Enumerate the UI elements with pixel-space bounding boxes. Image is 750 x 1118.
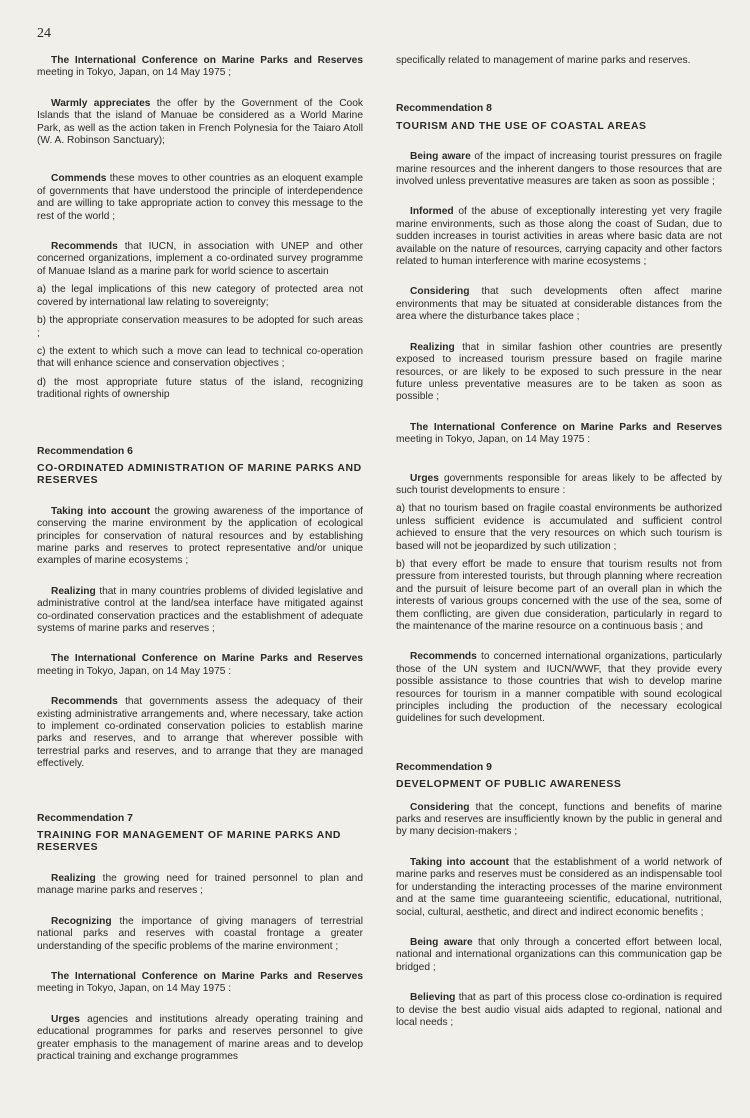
conference-text: meeting in Tokyo, Japan, on 14 May 1975 ; <box>37 67 232 79</box>
realizing-paragraph <box>37 586 363 636</box>
taking-into-account-lead: Taking into account <box>51 505 151 517</box>
conference-text: meeting in Tokyo, Japan, on 14 May 1975 : <box>37 665 232 677</box>
recognizing-lead: Recognizing <box>51 915 112 927</box>
warmly-appreciates-text: the offer by the Government of the Cook Islands that the island of Manuae be considered as a World Marine Park, as well as the action taken in French Polynesia for the Taiaro Atoll (W. A. Robinson Sanctuary); <box>37 97 363 147</box>
considering-lead: Considering <box>410 801 470 813</box>
recommends-text: that governments assess the adequacy of their existing administrative arrangements and, where necessary, take action to implement co-ordinated conservation policies to establish marine parks and reserves, and to arrange that wherever possible with terrestrial parks and reserves, and to arrange that they are managed effectively. <box>37 696 363 770</box>
recommends-paragraph <box>37 696 363 770</box>
realizing-paragraph <box>37 873 363 898</box>
being-aware-text: of the impact of increasing tourist pressures on fragile marine resources and the inherent dangers to those resources that are involved unless preventative measures are taken as soon as possible ; <box>396 151 722 188</box>
realizing-text: the growing need for trained personnel to plan and manage marine parks and reserves ; <box>37 872 363 897</box>
considering-paragraph <box>396 286 722 323</box>
commends-paragraph <box>37 173 363 223</box>
urges-lead: Urges <box>410 472 439 484</box>
recommendation-7-label: Recommendation 7 <box>37 812 133 824</box>
considering-text: that the concept, functions and benefits of marine parks and reserves are insufficiently known by the public in general and by many decision-makers ; <box>396 801 722 838</box>
realizing-lead: Realizing <box>51 872 96 884</box>
conference-statement <box>37 653 363 678</box>
urges-paragraph <box>396 473 722 498</box>
recommends-lead: Recommends <box>51 241 118 253</box>
recognizing-paragraph <box>37 916 363 953</box>
conference-text: meeting in Tokyo, Japan, on 14 May 1975 : <box>396 434 591 446</box>
list-item-a: a) the legal implications of this new category of protected area not covered by international law relating to sovereignty; <box>37 284 363 308</box>
taking-into-account-text: that the establishment of a world network of marine parks and reserves must be considered as an indispensable tool for understanding the interacting processes of the marine environment and at the same time guaranteeing scientific, educational, nutritional, social, cultural, aesthetic, and direct and indirect economic benefits ; <box>396 856 722 918</box>
recommendation-7-title: TRAINING FOR MANAGEMENT OF MARINE PARKS AND RESERVES <box>37 830 342 854</box>
believing-paragraph <box>396 992 722 1029</box>
realizing-text: that in similar fashion other countries are presently exposed to increased tourism pressure based on fragile marine resources, or are likely to be exposed to such pressure in the near future unless preventative measures are to be taken as soon as possible ; <box>396 341 722 403</box>
urges-text: governments responsible for areas likely to be affected by such tourist developments to ensure : <box>396 472 722 496</box>
being-aware-paragraph <box>396 151 722 188</box>
continuation-text: specifically related to management of marine parks and reserves. <box>396 55 691 66</box>
list-item-a: a) that no tourism based on fragile coastal environments be authorized unless sufficient evidence is accumulated and sufficient control achieved to ensure that the very resources on which such tourism is based will not be jeopardized by such utilization ; <box>396 503 722 552</box>
taking-into-account-paragraph <box>37 506 363 568</box>
recommendation-8-title: TOURISM AND THE USE OF COASTAL AREAS <box>396 120 647 132</box>
being-aware-lead: Being aware <box>410 151 471 163</box>
recommends-lead: Recommends <box>51 696 118 708</box>
being-aware-text: that only through a concerted effort between local, national and international organizations can this communication gap be bridged ; <box>396 936 722 973</box>
list-item-d: d) the most appropriate future status of the island, recognizing traditional rights of ownership <box>37 376 363 401</box>
right-column <box>396 55 722 1029</box>
realizing-paragraph <box>396 342 722 404</box>
conference-lead: The International Conference on Marine Parks and Reserves <box>410 421 722 433</box>
conference-statement <box>37 55 363 80</box>
informed-paragraph <box>396 206 722 268</box>
conference-lead: The International Conference on Marine Parks and Reserves <box>51 653 363 665</box>
taking-into-account-paragraph <box>396 857 722 919</box>
recommendation-6-title: CO-ORDINATED ADMINISTRATION OF MARINE PARKS AND RESERVES <box>37 462 362 487</box>
recommends-text: to concerned international organizations, particularly those of the UN system and IUCN/WWF, that they provide every possible assistance to those countries that wish to develop marine resources for tourism in a manner compatible with sound ecological principles including the production of the necessary ecological guidelines for such development. <box>396 651 722 725</box>
recommends-text: that IUCN, in association with UNEP and other concerned organizations, implement a co-ordinated survey programme of Manuae Island as a marine park for world science to ascertain <box>37 241 363 277</box>
list-item-b: b) that every effort be made to ensure that tourism results not from pressure from interested tourists, but through planning where recreation and the pursuit of leisure become part of an overall plan in which the interests of various groups concerned with the use of the sea, some of them conflicting, are given due consideration, particularly in regard to the maintenance of the marine resource on a continuous basis ; and <box>396 558 722 632</box>
considering-paragraph <box>396 802 722 839</box>
conference-statement <box>37 971 363 996</box>
recommends-paragraph <box>396 651 722 725</box>
commends-text: these moves to other countries as an eloquent example of governments that have understood the principle of interdependence and are willing to take appropriate action to convey this message to the rest of the world ; <box>37 173 363 222</box>
being-aware-paragraph <box>396 937 722 974</box>
page-number: 24 <box>37 26 51 41</box>
realizing-text: that in many countries problems of divided legislative and administrative control at the land/sea interface have mitigated against co-ordinated conservation practices and the establishment of adequate systems of marine parks and reserves ; <box>37 585 363 634</box>
recognizing-text: the importance of giving managers of terrestrial national parks and reserves with coastal frontage a greater understanding of the specific problems of the marine environment ; <box>37 915 363 952</box>
informed-lead: Informed <box>410 206 454 218</box>
urges-lead: Urges <box>51 1013 80 1025</box>
informed-text: of the abuse of exceptionally interesting yet very fragile marine environments, such as those along the coast of Sudan, due to sudden increases in tourist activities in areas where basic data are not available on the nature of resources, carrying capacity and other factors related to human interference with marine ecosystems ; <box>396 206 722 268</box>
conference-lead: The International Conference on Marine Parks and Reserves <box>51 970 363 982</box>
recommends-paragraph <box>37 241 363 278</box>
believing-lead: Believing <box>410 992 456 1004</box>
recommendation-9-title: DEVELOPMENT OF PUBLIC AWARENESS <box>396 779 622 791</box>
considering-lead: Considering <box>410 286 470 298</box>
conference-statement <box>396 422 722 447</box>
list-item-b: b) the appropriate conservation measures to be adopted for such areas ; <box>37 315 363 339</box>
recommendation-8-label: Recommendation 8 <box>396 103 492 115</box>
recommendation-9-label: Recommendation 9 <box>396 761 492 773</box>
list-item-c: c) the extent to which such a move can lead to technical co-operation that will enhance science and conservation objectives ; <box>37 345 363 370</box>
recommends-lead: Recommends <box>410 651 477 663</box>
believing-text: that as part of this process close co-ordination is required to devise the best audio visual aids adapted to regional, national and local needs ; <box>396 992 722 1028</box>
realizing-lead: Realizing <box>410 341 455 353</box>
urges-paragraph <box>37 1014 363 1064</box>
realizing-lead: Realizing <box>51 585 96 597</box>
conference-lead: The International Conference on Marine Parks and Reserves <box>51 55 363 66</box>
urges-text: agencies and institutions already operating training and educational programmes for parks and reserves personnel to give greater emphasis to the management of marine areas and to develop practical training and exchange programmes <box>37 1013 363 1062</box>
recommendation-6-label: Recommendation 6 <box>37 445 133 457</box>
being-aware-lead: Being aware <box>410 936 473 948</box>
considering-text: that such developments often affect marine environments that may be situated at considerable distances from the area where the disturbance takes place ; <box>396 286 722 323</box>
taking-into-account-text: the growing awareness of the importance of conserving the marine environment by the application of ecological principles for conservation of natural resources and by establishing marine parks and reserves to protect representative and/or unique examples of marine ecosystems ; <box>37 505 364 567</box>
warmly-appreciates-lead: Warmly appreciates <box>51 97 151 109</box>
conference-text: meeting in Tokyo, Japan, on 14 May 1975 : <box>37 983 232 995</box>
commends-lead: Commends <box>51 173 107 185</box>
left-column <box>37 55 363 1063</box>
warmly-appreciates-paragraph <box>37 98 363 148</box>
taking-into-account-lead: Taking into account <box>410 856 509 868</box>
